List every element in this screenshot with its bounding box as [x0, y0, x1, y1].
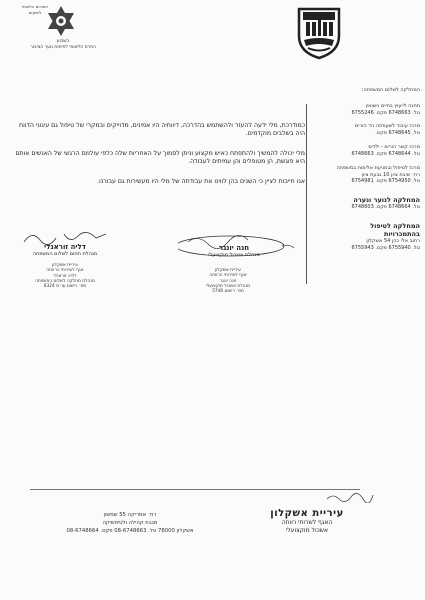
signer-title: מנהלת אשכול מוקצועלי — [208, 251, 260, 258]
stamp-right: עיריית אשקלון אגף לשירותי הרווחה חנה יונגר מנהלת אשכול מוקצועלי מס׳ רישום 5746 — [205, 268, 251, 295]
sidebar-line: טל. 6754950 פקס. 6754981 — [351, 178, 420, 184]
footer-divider — [30, 489, 360, 490]
sidebar-title: המחלקה לשלום המשפחה: — [361, 87, 420, 93]
footer-cluster: אשכול מוקצועלי — [285, 526, 329, 534]
sidebar-line: תחנה לייעוץ בחיים נישואין — [365, 103, 420, 109]
sidebar-line: טל. 6748664 פקס. 6748603 — [351, 204, 420, 210]
footer-org-name: עיריית אשקלון — [270, 508, 344, 519]
ashkelon-city-emblem-icon — [296, 6, 342, 60]
signer-name: חנה יונגר — [218, 244, 250, 252]
body-paragraph-2: מלי יכולה להמשיך ולהתפתח כאיש מקצוע וניתן לסמוך על האחריות שלה כלפי עולמם הרגשי של האנשים אותם היא פוגשת, הן מטופלים והן עמיתים לעבודה. — [15, 150, 305, 166]
signature-right — [184, 245, 284, 258]
footer-phone: אשקלון 78000 טל. 08-6748663 פקס. 08-6748664 — [66, 528, 194, 534]
sidebar-section-3 — [316, 144, 420, 157]
footer-address: רח׳ אמריקה 55 שמשון — [103, 512, 157, 518]
sidebar-line: טל. 6748645 פקס. — [375, 129, 420, 136]
sidebar-heading: המחלקה לטיפול — [370, 222, 420, 230]
footer-org-block — [262, 508, 352, 534]
sidebar-line: מרכז עיבוד לשעפחה הד הורים — [354, 123, 420, 129]
sidebar-divider — [306, 104, 307, 284]
sidebar-line: רחוב אלי כהן 54 אשקלון — [366, 238, 420, 244]
sidebar-section-1 — [316, 103, 420, 116]
signature-left — [10, 244, 120, 257]
logo-text-line-2: בשבוע — [56, 39, 70, 44]
footer-specialty: מנבת קהילה ולטיפשיקה — [102, 520, 158, 526]
footer-handwritten-mark — [325, 491, 375, 503]
footer-dept: האגף לשרותי רווחה — [281, 519, 333, 526]
sidebar-section-6 — [316, 222, 420, 251]
signer-title: מנהלת תחום לשלום המשפחה — [32, 250, 98, 257]
stamp-left: עיריית אשקלון אגף לשירותי הרווחה דליה זוראנלי מנהלת מחלקה לשלום המשפחה מס׳ רישום עו״ס 6324 — [35, 263, 95, 290]
sidebar-section-2 — [316, 123, 420, 136]
logo-text-line-1: הפורום הלאומי לשיקום — [22, 4, 48, 15]
sidebar-heading: המחלקה לנוער ונערה — [353, 196, 420, 204]
sidebar-line: טל. 6748644 פקס. 6748663 — [351, 150, 420, 157]
signer-name: דליה זוראנלי — [44, 243, 86, 251]
sidebar-line: טל. 6748663 פקס. 6755246 — [351, 109, 420, 116]
sidebar-section-4 — [316, 165, 420, 185]
footer-contact-block — [60, 511, 200, 535]
body-paragraph-3: אנו חייבות לציין כי השנים בהן לווינו את עבודתה של מלי היו מעשירות גם עבורנו. — [97, 178, 305, 185]
sidebar-line: מרכז לטיפול ובמניעת אלימות במשפחה — [336, 165, 420, 171]
sidebar-line: מרכז קשר הורים - ילדים — [368, 144, 420, 150]
sidebar-line: טל. 6755940 פקס. 6755943 — [351, 244, 420, 251]
logo-text-line-3: הפרס הלאומי לפיתוח נוער הציבור — [30, 45, 96, 50]
sidebar-section-5 — [316, 196, 420, 211]
sidebar-heading: בהתמכרויות — [384, 230, 420, 238]
sidebar-line: רח׳ שיבת ציון 10 גבעת ציון — [361, 171, 420, 178]
body-paragraph-1: כמודרכת, מלי ידעה להעזר ולהשתמש בהדרכה, דיווחיה היו אמינים, מדוייקים ובמקרי של טיפול גם עיגוני הדווח היה בשלבים מוקדמים. — [19, 122, 305, 138]
